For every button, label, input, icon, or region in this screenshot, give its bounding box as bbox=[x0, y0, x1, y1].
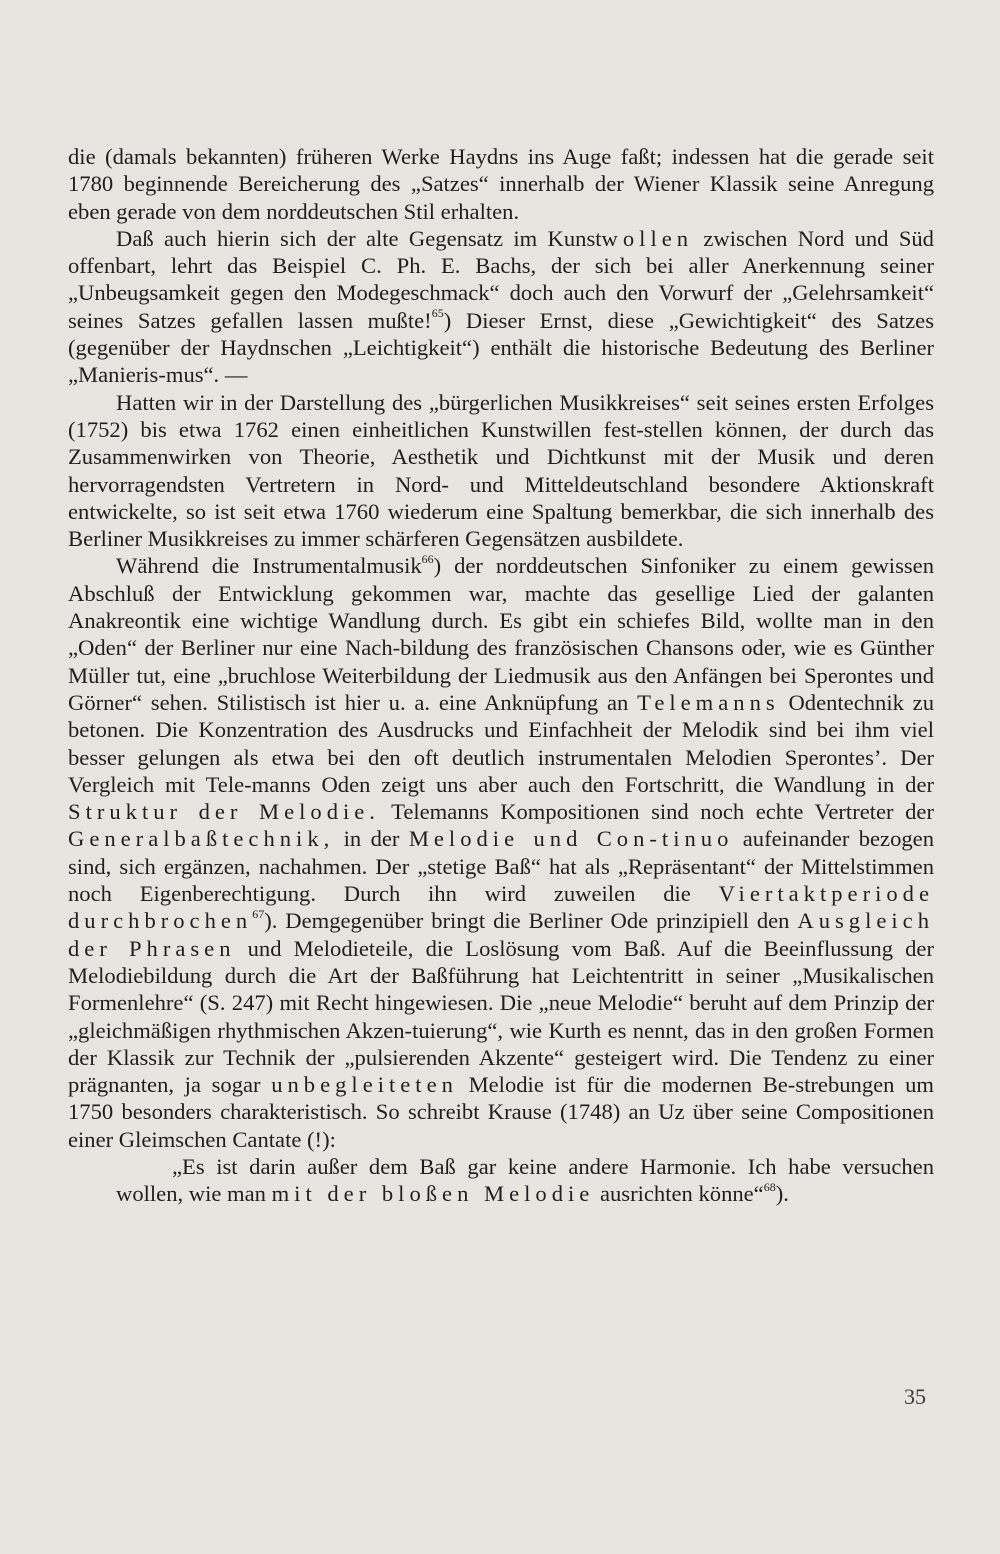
paragraph-3 bbox=[68, 389, 934, 553]
text-run: „Es ist darin außer dem Baß gar keine andere Harmonie. Ich habe versuchen wollen, wie man bbox=[116, 1153, 934, 1207]
text-run: Daß auch hierin sich der alte Gegensatz im Kunst bbox=[116, 225, 602, 251]
text-run: Während die Instrumentalmusik bbox=[116, 553, 422, 579]
body-text bbox=[68, 143, 934, 1208]
spaced-emphasis: Generalbaßtechnik, bbox=[68, 826, 335, 852]
text-run: zwischen Nord und Süd offenbart, lehrt das Beispiel C. Ph. E. Bachs, der sich bei aller Anerkennung seiner „Unbeugsamkeit gegen den Modegeschmack“ doch auch den Vorwurf der „Gelehrsamkeit“ seines Satzes gefallen lassen mußte! bbox=[68, 225, 934, 333]
footnote-ref: 66 bbox=[421, 551, 434, 566]
paragraph-4 bbox=[68, 552, 934, 1153]
footnote-ref: 67 bbox=[252, 906, 265, 921]
spaced-emphasis: unbegleiteten bbox=[271, 1072, 458, 1098]
text-run: aufeinander bezogen sind, sich ergänzen, nachahmen. Der „stetige Baß“ hat als „Repräsentant“ der Mittelstimmen noch Eigenberechtigung. Durch ihn wird zuweilen die bbox=[68, 826, 935, 907]
text-run: in der bbox=[334, 826, 409, 852]
paragraph-2 bbox=[68, 225, 934, 389]
text-run: ) der norddeutschen Sinfoniker zu einem gewissen Abschluß der Entwicklung gekommen war, machte das gesellige Lied der galanten Anakreontik eine wichtige Wandlung durch. Es gibt ein schiefes Bild, wollte man in den „Oden“ der Berliner nur eine Nach-bildung des französischen Chansons oder, wie es Günther Müller tut, eine „bruchlose Weiterbildung der Liedmusik aus den Anfängen bei Sperontes und Görner“ sehen. Stilistisch ist hier u. a. eine Anknüpfung an bbox=[68, 553, 934, 715]
spaced-emphasis: Telemanns bbox=[637, 689, 780, 715]
quote-text bbox=[116, 1153, 934, 1208]
spaced-emphasis: wollen bbox=[601, 225, 694, 251]
footnote-ref: 68 bbox=[763, 1179, 776, 1194]
text-run: Hatten wir in der Darstellung des „bürgerlichen Musikkreises“ seit seines ersten Erfolges (1752) bis etwa 1762 einen einheitlichen Kunstwillen fest-stellen können, der durch das Zusammenwirken von Theorie, Aesthetik und Dichtkunst mit der Musik und deren hervorragendsten Vertretern in Nord- und Mitteldeutschland besondere Aktionskraft entwickelte, so ist seit etwa 1760 wiederum eine Spaltung bemerkbar, die sich innerhalb des Berliner Musikkreises zu immer schärferen Gegensätzen ausbildete. bbox=[68, 389, 934, 552]
text-run: Melodie ist für die modernen Be-strebungen um 1750 besonders charakteristisch. So schreibt Krause (1748) an Uz über seine Compositionen einer Gleimschen Cantate (!): bbox=[68, 1072, 934, 1152]
footnote-ref: 65 bbox=[431, 306, 444, 321]
text-run: und Melodieteile, die Loslösung vom Baß. Auf die Beeinflussung der Melodiebildung durch die Art der Baßführung hat Leichtentritt in seiner „Musikalischen Formenlehre“ (S. 247) mit Recht hingewiesen. Die „neue Melodie“ beruht auf dem Prinzip der „gleichmäßigen rhythmischen Akzen-tuierung“, wie Kurth es nennt, das in den großen Formen der Klassik zur Technik der „pulsierenden Akzente“ gesteigert wird. Die Tendenz zu einer prägnanten, ja sogar bbox=[68, 935, 934, 1098]
text-run: ) Dieser Ernst, diese „Gewichtigkeit“ des Satzes (gegenüber der Haydnschen „Leichtigkeit“) enthält die historische Bedeutung des Berliner „Manieris-mus“. — bbox=[68, 307, 934, 388]
paragraph-1 bbox=[68, 143, 934, 225]
text-run: ausrichten könne“ bbox=[594, 1181, 764, 1207]
spaced-emphasis: Struktur der Melodie. bbox=[68, 799, 380, 825]
text-run: ). bbox=[775, 1181, 789, 1207]
text-run: die (damals bekannten) früheren Werke Haydns ins Auge faßt; indessen hat die gerade seit 1780 beginnende Bereicherung des „Satzes“ innerhalb der Wiener Klassik seine Anregung eben gerade von dem norddeutschen Stil erhalten. bbox=[68, 144, 934, 224]
page-number: 35 bbox=[904, 1384, 926, 1409]
text-run: Odentechnik zu betonen. Die Konzentration des Ausdrucks und Einfachheit der Melodik sind bei ihm viel besser gelungen als etwa bei den oft deutlich instrumentalen Melodien Sperontes’. Der Vergleich mit Tele-manns Oden zeigt uns aber auch den Fortschritt, die Wandlung in der bbox=[68, 689, 935, 797]
spaced-emphasis: Viertaktperiode durchbrochen bbox=[68, 881, 934, 934]
block-quote bbox=[68, 1153, 934, 1208]
spaced-emphasis: Ausgleich der Phrasen bbox=[68, 908, 934, 961]
spaced-emphasis: mit der bloßen Melodie bbox=[271, 1181, 595, 1207]
text-run: Telemanns Kompositionen sind noch echte Vertreter der bbox=[379, 799, 934, 825]
text-run: ). Demgegenüber bringt die Berliner Ode prinzipiell den bbox=[264, 908, 798, 934]
spaced-emphasis: Melodie und Con-tinuo bbox=[408, 826, 734, 852]
